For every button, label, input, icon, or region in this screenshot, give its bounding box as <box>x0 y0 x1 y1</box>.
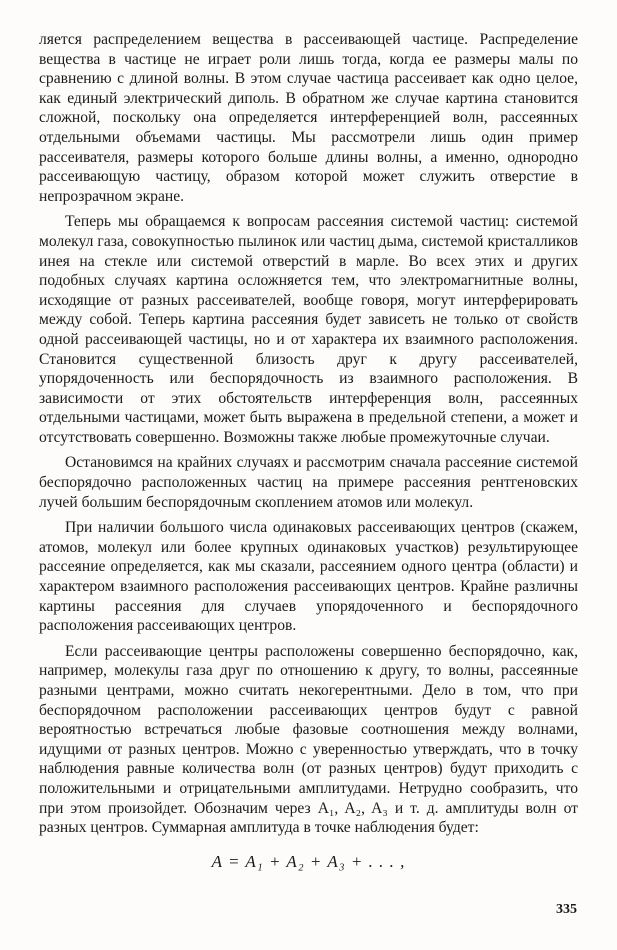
paragraph-5: Если рассеивающие центры расположены совершенно беспорядочно, как, например, молекулы газа друг по отношению к другу, то волны, рассеянные разными центрами, можно считать некогерентными. Дело в том, что при беспорядочном расположении рассеивающих центров будут с равной вероятностью встречаться любые фазовые соотношения между волнами, идущими от разных центров. Можно с уверенностью утверждать, что в точку наблюдения равные количества волн (от разных центров) будут приходить с положительными и отрицательными амплитудами. Нетрудно сообразить, что при этом произойдет. Обозначим через A₁, A₂, A₃ и т. д. амплитуды волн от разных центров. Суммарная амплитуда в точке наблюдения будет: <box>39 642 578 837</box>
paragraph-2: Теперь мы обращаемся к вопросам рассеяния системой частиц: системой молекул газа, совокупностью пылинок или частиц дыма, системой кристалликов инея на стекле или системой отверстий в марле. Во всех этих и других подобных случаях картина осложняется тем, что электромагнитные волны, исходящие от разных рассеивателей, вообще говоря, могут интерферировать между собой. Теперь картина рассеяния будет зависеть не только от свойств одной рассеивающей частицы, но и от характера их взаимного расположения. Становится существенной близость друг к другу рассеивателей, упорядоченность или беспорядочность из взаимного расположения. В зависимости от этих обстоятельств интерференция волн, рассеянных отдельными частицами, может быть выражена в предельной степени, а может и отсутствовать совершенно. Возможны также любые промежуточные случаи. <box>39 213 578 446</box>
page-body <box>39 30 578 872</box>
page-number: 335 <box>556 902 577 917</box>
paragraph-1: ляется распределением вещества в рассеивающей частице. Распределение вещества в частице не играет роли лишь тогда, когда ее размеры малы по сравнению с длиной волны. В этом случае частица рассеивает как одно целое, как единый электрический диполь. В обратном же случае картина становится сложной, поскольку она определяется интерференцией волн, рассеянных отдельными объемами частицы. Мы рассмотрели лишь один пример рассеивателя, размеры которого больше длины волны, а именно, однородно рассеивающую частицу, образом которой может служить отверстие в непрозрачном экране. <box>39 31 578 205</box>
paragraph-3: Остановимся на крайних случаях и рассмотрим сначала рассеяние системой беспорядочно расположенных частиц на примере рассеяния рентгеновских лучей большим беспорядочным скоплением атомов или молекул. <box>39 454 578 511</box>
formula: A = A₁ + A₂ + A₃ + . . . , <box>211 851 406 871</box>
paragraph-4: При наличии большого числа одинаковых рассеивающих центров (скажем, атомов, молекул или более крупных одинаковых участков) результирующее рассеяние определяется, как мы сказали, рассеянием одного центра (области) и характером взаимного расположения рассеивающих центров. Крайне различны картины рассеяния для случаев упорядоченного и беспорядочного расположения рассеивающих центров. <box>39 519 578 635</box>
